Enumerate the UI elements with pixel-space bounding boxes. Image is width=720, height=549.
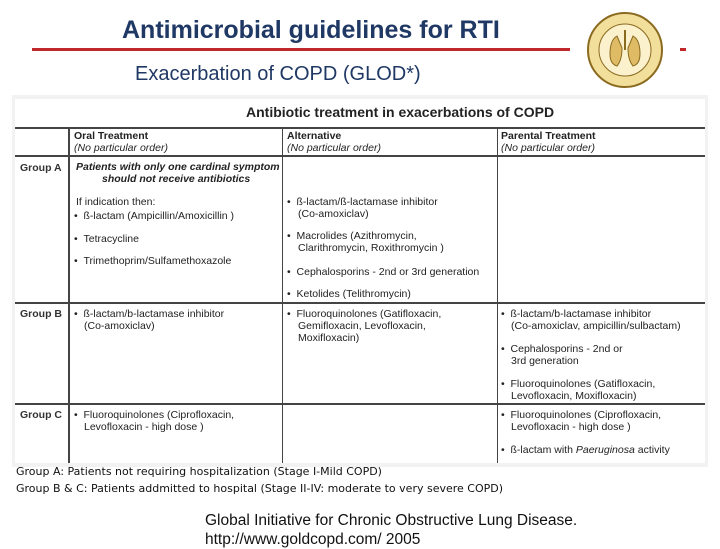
group-c-label: Group C (20, 409, 62, 421)
oral-a-item: • ß-lactam (Ampicillin/Amoxicillin ) (74, 210, 235, 222)
par-b-item-cont: 3rd generation (511, 355, 579, 367)
pathogen-name: Paeruginosa (575, 444, 635, 456)
alt-b-item-cont: Gemifloxacin, Levofloxacin, (298, 320, 426, 332)
group-b-label: Group B (20, 308, 62, 320)
par-c-item: • ß-lactam with Paeruginosa activity (501, 444, 670, 456)
col-divider-3 (497, 127, 498, 463)
col-divider-1 (68, 127, 70, 463)
oral-a-warning-2: should not receive antibiotics (102, 173, 251, 185)
header-divider (15, 155, 705, 157)
oral-a-item: • Tetracycline (74, 233, 139, 245)
par-c-item-cont: Levofloxacin - high dose ) (511, 421, 631, 433)
alt-b-item-cont: Moxifloxacin) (298, 332, 360, 344)
slide-title: Antimicrobial guidelines for RTI (122, 16, 500, 44)
alt-a-item: • ß-lactam/ß-lactamase inhibitor (287, 196, 438, 208)
header-alternative-note: (No particular order) (287, 142, 381, 154)
oral-a-warning-1: Patients with only one cardinal symptom (76, 161, 280, 173)
table-top-line (15, 127, 705, 129)
par-b-item-cont: (Co-amoxiclav, ampicillin/sulbactam) (511, 320, 681, 332)
par-c-item: • Fluoroquinolones (Ciprofloxacin, (501, 409, 662, 421)
slide-subtitle: Exacerbation of COPD (GLOD*) (135, 63, 421, 85)
oral-a-if-indication: If indication then: (76, 196, 156, 208)
alt-a-item: • Ketolides (Telithromycin) (287, 288, 411, 300)
par-b-item: • Cephalosporins - 2nd or (501, 343, 623, 355)
header-parental-note: (No particular order) (501, 142, 595, 154)
footnote-group-a: Group A: Patients not requiring hospitalization (Stage I-Mild COPD) (16, 465, 382, 478)
gold-logo (570, 10, 680, 90)
col-divider-2 (282, 127, 283, 463)
par-b-item: • Fluoroquinolones (Gatifloxacin, (501, 378, 656, 390)
source-url[interactable]: http://www.goldcopd.com/ 2005 (205, 531, 421, 548)
header-parental: Parental Treatment (501, 130, 596, 142)
oral-a-item: • Trimethoprim/Sulfamethoxazole (74, 255, 232, 267)
alt-a-item: • Macrolides (Azithromycin, (287, 230, 417, 242)
footnote-group-bc: Group B & C: Patients addmitted to hospital (Stage II-IV: moderate to very severe COPD) (16, 482, 504, 495)
group-a-label: Group A (20, 162, 62, 174)
header-oral-note: (No particular order) (74, 142, 168, 154)
oral-c-item-cont: Levofloxacin - high dose ) (84, 421, 204, 433)
oral-b-item: • ß-lactam/b-lactamase inhibitor (74, 308, 225, 320)
alt-a-item: • Cephalosporins - 2nd or 3rd generation (287, 266, 480, 278)
oral-c-item: • Fluoroquinolones (Ciprofloxacin, (74, 409, 235, 421)
header-alternative: Alternative (287, 130, 342, 142)
row-divider-b (15, 302, 705, 304)
source-line: Global Initiative for Chronic Obstructive Lung Disease. (205, 512, 578, 529)
alt-a-item-cont: Clarithromycin, Roxithromycin ) (298, 242, 444, 254)
alt-a-item-cont: (Co-amoxiclav) (298, 208, 369, 220)
alt-b-item: • Fluoroquinolones (Gatifloxacin, (287, 308, 442, 320)
table-caption: Antibiotic treatment in exacerbations of COPD (246, 104, 555, 120)
par-b-item-cont: Levofloxacin, Moxifloxacin) (511, 390, 637, 402)
header-oral: Oral Treatment (74, 130, 149, 142)
oral-b-item-cont: (Co-amoxiclav) (84, 320, 155, 332)
row-divider-c (15, 403, 705, 405)
par-b-item: • ß-lactam/b-lactamase inhibitor (501, 308, 652, 320)
